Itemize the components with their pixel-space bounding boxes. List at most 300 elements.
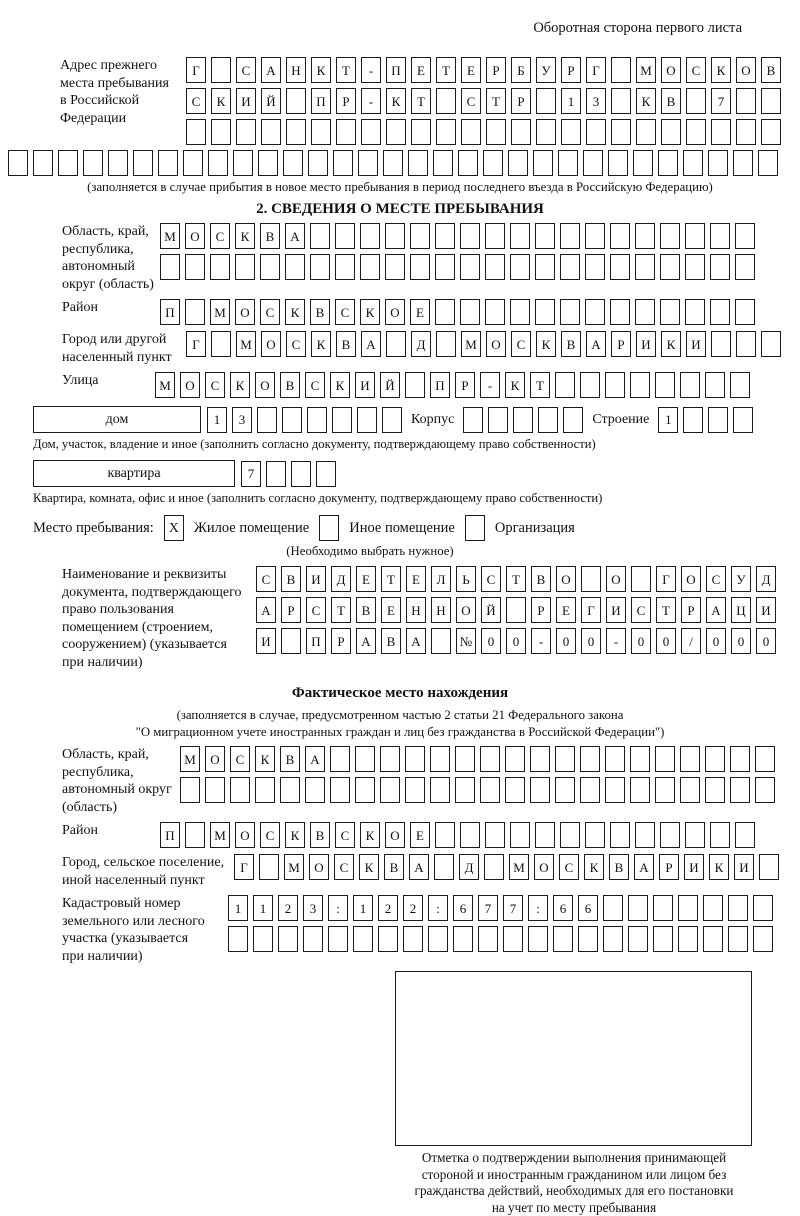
char-box[interactable] [357, 407, 377, 433]
char-box[interactable]: К [360, 299, 380, 325]
char-box[interactable]: Е [381, 597, 401, 623]
char-box[interactable] [635, 299, 655, 325]
char-box[interactable]: Т [486, 88, 506, 114]
char-box[interactable] [578, 926, 598, 952]
residential-checkbox[interactable]: X [164, 515, 184, 541]
char-box[interactable] [685, 223, 705, 249]
char-box[interactable] [705, 372, 725, 398]
char-box[interactable]: У [536, 57, 556, 83]
char-box[interactable] [485, 223, 505, 249]
char-box[interactable]: П [160, 299, 180, 325]
char-box[interactable]: 2 [378, 895, 398, 921]
char-box[interactable] [530, 777, 550, 803]
char-box[interactable]: Р [281, 597, 301, 623]
char-box[interactable] [660, 299, 680, 325]
char-box[interactable]: М [160, 223, 180, 249]
char-box[interactable]: - [361, 88, 381, 114]
char-box[interactable] [185, 254, 205, 280]
char-box[interactable]: М [236, 331, 256, 357]
char-box[interactable]: 1 [253, 895, 273, 921]
char-box[interactable] [435, 254, 455, 280]
char-box[interactable]: 0 [581, 628, 601, 654]
char-box[interactable] [653, 895, 673, 921]
char-box[interactable] [434, 854, 454, 880]
char-box[interactable]: С [481, 566, 501, 592]
char-box[interactable] [730, 777, 750, 803]
char-box[interactable]: Д [331, 566, 351, 592]
char-box[interactable]: К [235, 223, 255, 249]
char-box[interactable] [33, 150, 53, 176]
char-box[interactable]: М [284, 854, 304, 880]
char-box[interactable]: Н [431, 597, 451, 623]
char-box[interactable]: : [528, 895, 548, 921]
char-box[interactable] [328, 926, 348, 952]
char-box[interactable]: Р [531, 597, 551, 623]
char-box[interactable] [311, 119, 331, 145]
char-box[interactable] [711, 119, 731, 145]
char-box[interactable] [753, 926, 773, 952]
char-box[interactable]: О [255, 372, 275, 398]
char-box[interactable] [436, 119, 456, 145]
char-box[interactable] [410, 223, 430, 249]
char-box[interactable] [266, 461, 286, 487]
char-box[interactable]: А [706, 597, 726, 623]
char-box[interactable] [455, 777, 475, 803]
char-box[interactable] [460, 223, 480, 249]
char-box[interactable] [411, 119, 431, 145]
char-box[interactable]: К [255, 746, 275, 772]
char-box[interactable]: 6 [553, 895, 573, 921]
char-box[interactable] [628, 926, 648, 952]
char-box[interactable]: К [505, 372, 525, 398]
char-box[interactable] [611, 119, 631, 145]
char-box[interactable]: Д [756, 566, 776, 592]
char-box[interactable]: Г [186, 57, 206, 83]
char-box[interactable]: О [661, 57, 681, 83]
char-box[interactable]: 2 [278, 895, 298, 921]
char-box[interactable]: К [230, 372, 250, 398]
char-box[interactable] [385, 254, 405, 280]
char-box[interactable]: И [636, 331, 656, 357]
char-box[interactable] [257, 407, 277, 433]
char-box[interactable] [678, 926, 698, 952]
char-box[interactable]: Р [561, 57, 581, 83]
char-box[interactable]: М [210, 822, 230, 848]
char-box[interactable] [405, 777, 425, 803]
char-box[interactable]: Е [410, 299, 430, 325]
char-box[interactable] [610, 223, 630, 249]
char-box[interactable] [330, 746, 350, 772]
char-box[interactable] [680, 372, 700, 398]
char-box[interactable]: Й [380, 372, 400, 398]
char-box[interactable]: М [636, 57, 656, 83]
char-box[interactable] [560, 822, 580, 848]
char-box[interactable] [581, 566, 601, 592]
char-box[interactable] [655, 746, 675, 772]
char-box[interactable] [736, 331, 756, 357]
char-box[interactable]: Т [656, 597, 676, 623]
char-box[interactable] [286, 119, 306, 145]
char-box[interactable] [281, 628, 301, 654]
char-box[interactable]: К [386, 88, 406, 114]
char-box[interactable] [686, 119, 706, 145]
char-box[interactable] [635, 223, 655, 249]
char-box[interactable] [685, 254, 705, 280]
char-box[interactable] [332, 407, 352, 433]
char-box[interactable] [683, 150, 703, 176]
char-box[interactable]: О [556, 566, 576, 592]
char-box[interactable] [506, 597, 526, 623]
char-box[interactable] [428, 926, 448, 952]
char-box[interactable]: О [385, 822, 405, 848]
char-box[interactable] [630, 372, 650, 398]
char-box[interactable] [463, 407, 483, 433]
char-box[interactable] [235, 254, 255, 280]
char-box[interactable]: О [534, 854, 554, 880]
char-box[interactable]: К [536, 331, 556, 357]
char-box[interactable] [608, 150, 628, 176]
char-box[interactable] [736, 119, 756, 145]
char-box[interactable]: И [686, 331, 706, 357]
char-box[interactable] [735, 299, 755, 325]
char-box[interactable]: И [256, 628, 276, 654]
char-box[interactable] [430, 746, 450, 772]
char-box[interactable] [483, 150, 503, 176]
char-box[interactable]: Р [659, 854, 679, 880]
char-box[interactable]: 1 [207, 407, 227, 433]
char-box[interactable] [558, 150, 578, 176]
char-box[interactable] [330, 777, 350, 803]
char-box[interactable] [635, 254, 655, 280]
char-box[interactable] [630, 746, 650, 772]
char-box[interactable] [753, 895, 773, 921]
char-box[interactable] [553, 926, 573, 952]
char-box[interactable]: С [461, 88, 481, 114]
char-box[interactable] [305, 777, 325, 803]
char-box[interactable] [759, 854, 779, 880]
char-box[interactable]: 7 [478, 895, 498, 921]
char-box[interactable] [285, 254, 305, 280]
char-box[interactable] [307, 407, 327, 433]
char-box[interactable]: В [561, 331, 581, 357]
char-box[interactable]: 7 [503, 895, 523, 921]
char-box[interactable]: И [756, 597, 776, 623]
char-box[interactable] [628, 895, 648, 921]
char-box[interactable]: О [180, 372, 200, 398]
char-box[interactable]: П [311, 88, 331, 114]
char-box[interactable]: : [328, 895, 348, 921]
char-box[interactable]: С [256, 566, 276, 592]
char-box[interactable] [180, 777, 200, 803]
char-box[interactable]: К [636, 88, 656, 114]
char-box[interactable] [316, 461, 336, 487]
char-box[interactable] [555, 777, 575, 803]
char-box[interactable] [761, 88, 781, 114]
char-box[interactable]: М [461, 331, 481, 357]
char-box[interactable] [563, 407, 583, 433]
char-box[interactable] [755, 777, 775, 803]
char-box[interactable] [461, 119, 481, 145]
char-box[interactable]: С [210, 223, 230, 249]
char-box[interactable] [260, 254, 280, 280]
char-box[interactable]: В [260, 223, 280, 249]
char-box[interactable] [633, 150, 653, 176]
char-box[interactable]: 6 [453, 895, 473, 921]
char-box[interactable]: В [310, 822, 330, 848]
char-box[interactable] [685, 822, 705, 848]
char-box[interactable]: А [256, 597, 276, 623]
char-box[interactable]: Т [506, 566, 526, 592]
char-box[interactable] [158, 150, 178, 176]
char-box[interactable] [353, 926, 373, 952]
char-box[interactable]: - [531, 628, 551, 654]
char-box[interactable]: Л [431, 566, 451, 592]
char-box[interactable]: С [306, 597, 326, 623]
char-box[interactable] [280, 777, 300, 803]
char-box[interactable]: Р [331, 628, 351, 654]
char-box[interactable]: С [260, 299, 280, 325]
char-box[interactable]: 0 [706, 628, 726, 654]
char-box[interactable]: - [480, 372, 500, 398]
char-box[interactable]: Н [406, 597, 426, 623]
char-box[interactable] [310, 223, 330, 249]
char-box[interactable]: О [235, 822, 255, 848]
char-box[interactable] [503, 926, 523, 952]
char-box[interactable]: С [305, 372, 325, 398]
char-box[interactable]: Р [511, 88, 531, 114]
char-box[interactable] [505, 777, 525, 803]
char-box[interactable]: 7 [711, 88, 731, 114]
char-box[interactable] [703, 895, 723, 921]
char-box[interactable] [386, 119, 406, 145]
char-box[interactable]: С [686, 57, 706, 83]
char-box[interactable]: В [609, 854, 629, 880]
char-box[interactable] [385, 223, 405, 249]
char-box[interactable]: Г [586, 57, 606, 83]
char-box[interactable] [610, 299, 630, 325]
char-box[interactable]: К [285, 822, 305, 848]
char-box[interactable] [535, 223, 555, 249]
char-box[interactable] [536, 119, 556, 145]
char-box[interactable]: В [384, 854, 404, 880]
char-box[interactable]: С [511, 331, 531, 357]
char-box[interactable]: Д [411, 331, 431, 357]
char-box[interactable]: А [261, 57, 281, 83]
char-box[interactable] [710, 254, 730, 280]
char-box[interactable]: О [681, 566, 701, 592]
char-box[interactable] [730, 372, 750, 398]
char-box[interactable] [660, 822, 680, 848]
char-box[interactable]: О [385, 299, 405, 325]
char-box[interactable] [236, 119, 256, 145]
char-box[interactable] [436, 331, 456, 357]
char-box[interactable]: 1 [561, 88, 581, 114]
char-box[interactable] [705, 746, 725, 772]
char-box[interactable] [431, 628, 451, 654]
char-box[interactable] [631, 566, 651, 592]
char-box[interactable] [303, 926, 323, 952]
char-box[interactable] [510, 299, 530, 325]
char-box[interactable] [610, 822, 630, 848]
char-box[interactable] [530, 746, 550, 772]
char-box[interactable] [133, 150, 153, 176]
char-box[interactable] [480, 746, 500, 772]
char-box[interactable] [83, 150, 103, 176]
char-box[interactable] [660, 254, 680, 280]
char-box[interactable]: 0 [556, 628, 576, 654]
char-box[interactable]: А [361, 331, 381, 357]
char-box[interactable] [603, 895, 623, 921]
char-box[interactable] [435, 299, 455, 325]
char-box[interactable]: А [634, 854, 654, 880]
char-box[interactable] [660, 223, 680, 249]
char-box[interactable] [286, 88, 306, 114]
char-box[interactable] [655, 372, 675, 398]
char-box[interactable] [458, 150, 478, 176]
char-box[interactable]: Р [455, 372, 475, 398]
char-box[interactable] [505, 746, 525, 772]
char-box[interactable] [510, 223, 530, 249]
char-box[interactable] [310, 254, 330, 280]
char-box[interactable]: Т [331, 597, 351, 623]
char-box[interactable]: 3 [586, 88, 606, 114]
char-box[interactable]: Т [336, 57, 356, 83]
char-box[interactable] [528, 926, 548, 952]
char-box[interactable] [8, 150, 28, 176]
char-box[interactable] [58, 150, 78, 176]
char-box[interactable] [605, 777, 625, 803]
char-box[interactable] [680, 746, 700, 772]
char-box[interactable]: : [428, 895, 448, 921]
char-box[interactable] [535, 254, 555, 280]
char-box[interactable] [733, 150, 753, 176]
char-box[interactable] [711, 331, 731, 357]
char-box[interactable]: 0 [756, 628, 776, 654]
char-box[interactable] [761, 119, 781, 145]
char-box[interactable]: В [381, 628, 401, 654]
char-box[interactable] [408, 150, 428, 176]
char-box[interactable] [583, 150, 603, 176]
char-box[interactable]: 1 [228, 895, 248, 921]
char-box[interactable] [585, 299, 605, 325]
char-box[interactable]: - [361, 57, 381, 83]
char-box[interactable] [585, 254, 605, 280]
char-box[interactable] [405, 372, 425, 398]
char-box[interactable] [680, 777, 700, 803]
char-box[interactable] [580, 746, 600, 772]
char-box[interactable] [585, 223, 605, 249]
char-box[interactable] [511, 119, 531, 145]
char-box[interactable]: К [709, 854, 729, 880]
char-box[interactable] [433, 150, 453, 176]
char-box[interactable]: С [334, 854, 354, 880]
char-box[interactable]: С [335, 299, 355, 325]
char-box[interactable]: П [386, 57, 406, 83]
char-box[interactable]: Ц [731, 597, 751, 623]
char-box[interactable]: К [285, 299, 305, 325]
char-box[interactable] [728, 895, 748, 921]
char-box[interactable] [508, 150, 528, 176]
char-box[interactable] [605, 372, 625, 398]
char-box[interactable] [436, 88, 456, 114]
char-box[interactable]: О [486, 331, 506, 357]
char-box[interactable]: 1 [353, 895, 373, 921]
char-box[interactable] [535, 299, 555, 325]
char-box[interactable]: К [311, 331, 331, 357]
char-box[interactable] [484, 854, 504, 880]
char-box[interactable]: И [306, 566, 326, 592]
char-box[interactable]: Р [486, 57, 506, 83]
char-box[interactable]: 0 [481, 628, 501, 654]
char-box[interactable] [580, 372, 600, 398]
char-box[interactable]: Й [261, 88, 281, 114]
char-box[interactable] [611, 57, 631, 83]
char-box[interactable] [403, 926, 423, 952]
char-box[interactable]: И [684, 854, 704, 880]
char-box[interactable] [535, 822, 555, 848]
char-box[interactable]: М [210, 299, 230, 325]
char-box[interactable]: О [235, 299, 255, 325]
char-box[interactable]: Е [406, 566, 426, 592]
char-box[interactable] [603, 926, 623, 952]
char-box[interactable]: Е [356, 566, 376, 592]
char-box[interactable] [380, 777, 400, 803]
char-box[interactable]: В [310, 299, 330, 325]
char-box[interactable] [586, 119, 606, 145]
char-box[interactable]: О [456, 597, 476, 623]
char-box[interactable] [333, 150, 353, 176]
char-box[interactable]: Г [581, 597, 601, 623]
char-box[interactable] [185, 822, 205, 848]
char-box[interactable] [361, 119, 381, 145]
char-box[interactable]: А [406, 628, 426, 654]
char-box[interactable] [735, 254, 755, 280]
char-box[interactable] [605, 746, 625, 772]
char-box[interactable] [336, 119, 356, 145]
char-box[interactable] [211, 57, 231, 83]
char-box[interactable] [661, 119, 681, 145]
char-box[interactable]: И [606, 597, 626, 623]
char-box[interactable] [405, 746, 425, 772]
char-box[interactable]: А [586, 331, 606, 357]
char-box[interactable] [308, 150, 328, 176]
char-box[interactable]: А [285, 223, 305, 249]
char-box[interactable] [736, 88, 756, 114]
char-box[interactable] [710, 299, 730, 325]
char-box[interactable] [460, 299, 480, 325]
char-box[interactable]: Т [381, 566, 401, 592]
char-box[interactable] [655, 777, 675, 803]
char-box[interactable] [611, 88, 631, 114]
char-box[interactable] [561, 119, 581, 145]
char-box[interactable] [335, 223, 355, 249]
char-box[interactable] [485, 254, 505, 280]
char-box[interactable]: С [205, 372, 225, 398]
char-box[interactable]: Р [681, 597, 701, 623]
char-box[interactable]: / [681, 628, 701, 654]
char-box[interactable] [560, 299, 580, 325]
char-box[interactable] [455, 746, 475, 772]
char-box[interactable] [291, 461, 311, 487]
char-box[interactable]: Е [410, 822, 430, 848]
char-box[interactable]: Г [186, 331, 206, 357]
char-box[interactable] [658, 150, 678, 176]
char-box[interactable]: О [736, 57, 756, 83]
char-box[interactable] [210, 254, 230, 280]
other-premises-checkbox[interactable] [319, 515, 339, 541]
char-box[interactable] [761, 331, 781, 357]
char-box[interactable] [453, 926, 473, 952]
